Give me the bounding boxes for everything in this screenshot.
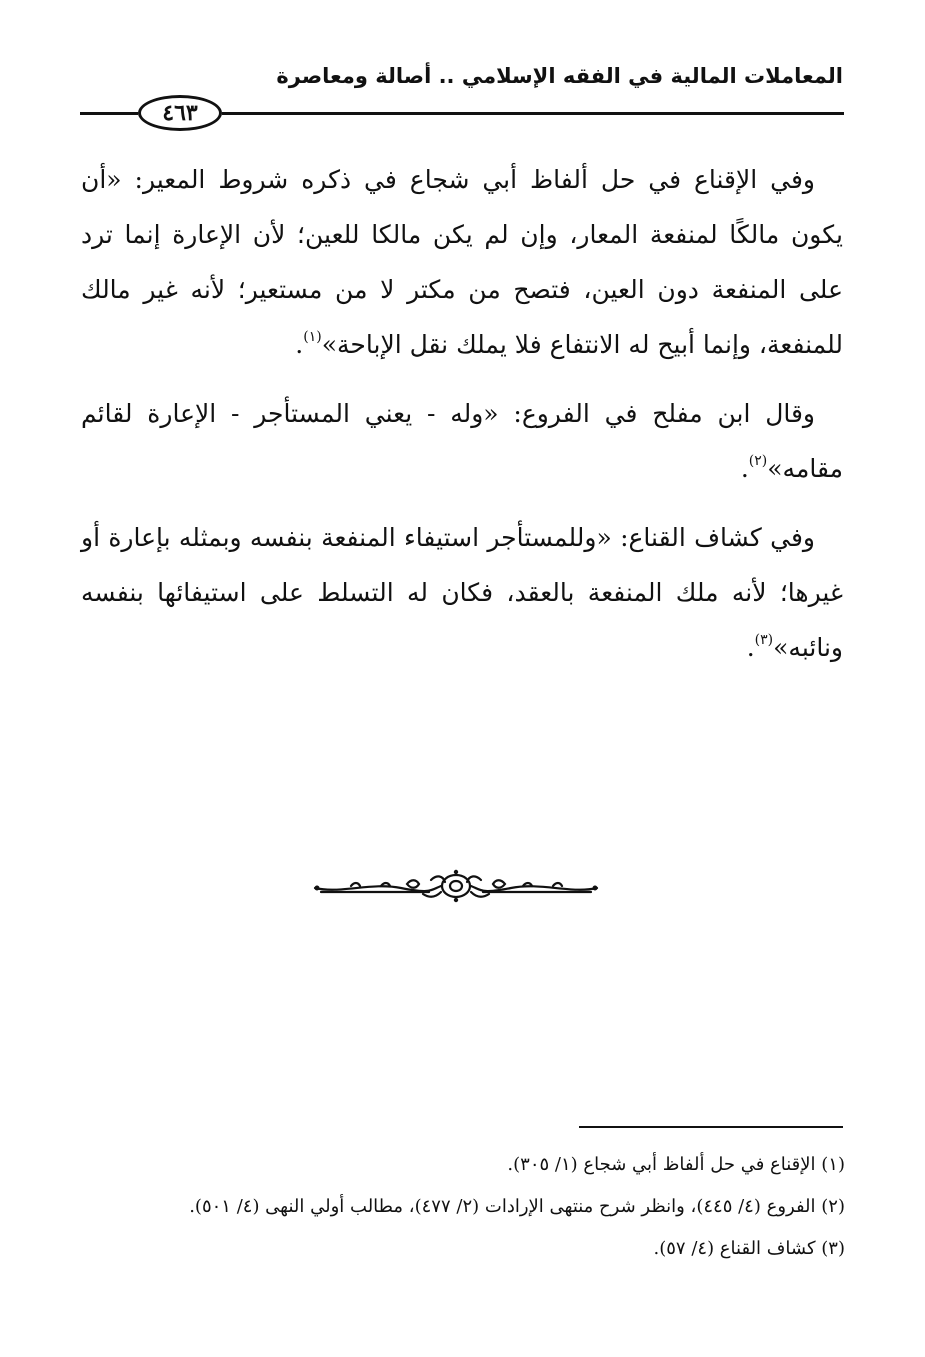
footnote-separator <box>579 1126 843 1128</box>
paragraph-end: . <box>746 633 755 662</box>
footnote-ref[interactable]: (١) <box>303 329 322 345</box>
footnote-ref[interactable]: (٣) <box>754 632 774 648</box>
footnote-ref[interactable]: (٢) <box>748 453 768 469</box>
paragraph-text: وفي الإقناع في حل ألفاظ أبي شجاع في ذكره شروط المعير: «أن يكون مالكًا لمنفعة المعار، وإن لم يكن مالكا للعين؛ لأن الإعارة إنما ترد على المنفعة دون العين، فتصح من مكتر لا من مستعير؛ لأنه غير مالك للمنفعة، وإنما أبيح له الانتفاع فلا يملك نقل الإباحة» <box>81 165 843 359</box>
decorative-ornament-icon <box>311 868 601 904</box>
footnote-item: (٢) الفروع (٤/ ٤٤٥)، وانظر شرح منتهى الإرادات (٢/ ٤٧٧)، مطالب أولي النهى (٤/ ٥٠١). <box>189 1196 845 1217</box>
paragraph-end: . <box>295 330 304 359</box>
paragraph-end: . <box>740 454 749 483</box>
header-rule <box>222 112 844 115</box>
page-number: ٤٦٣ <box>138 95 222 131</box>
footnote-item: (١) الإقناع في حل ألفاظ أبي شجاع (١/ ٣٠٥). <box>507 1154 845 1175</box>
footnote-item: (٣) كشاف القناع (٤/ ٥٧). <box>653 1238 845 1259</box>
body-text <box>81 152 843 689</box>
paragraph <box>81 510 843 675</box>
footnotes <box>81 1144 845 1270</box>
paragraph <box>81 386 843 496</box>
running-header-title: المعاملات المالية في الفقه الإسلامي .. أصالة ومعاصرة <box>276 64 843 88</box>
header-rule-left <box>80 112 138 115</box>
paragraph-text: وقال ابن مفلح في الفروع: «وله - يعني المستأجر - الإعارة لقائم مقامه» <box>81 399 843 483</box>
paragraph-text: وفي كشاف القناع: «وللمستأجر استيفاء المنفعة بنفسه وبمثله بإعارة أو غيرها؛ لأنه ملك المنفعة بالعقد، فكان له التسلط على استيفائها بنفسه ونائبه» <box>81 523 843 662</box>
paragraph <box>81 152 843 372</box>
